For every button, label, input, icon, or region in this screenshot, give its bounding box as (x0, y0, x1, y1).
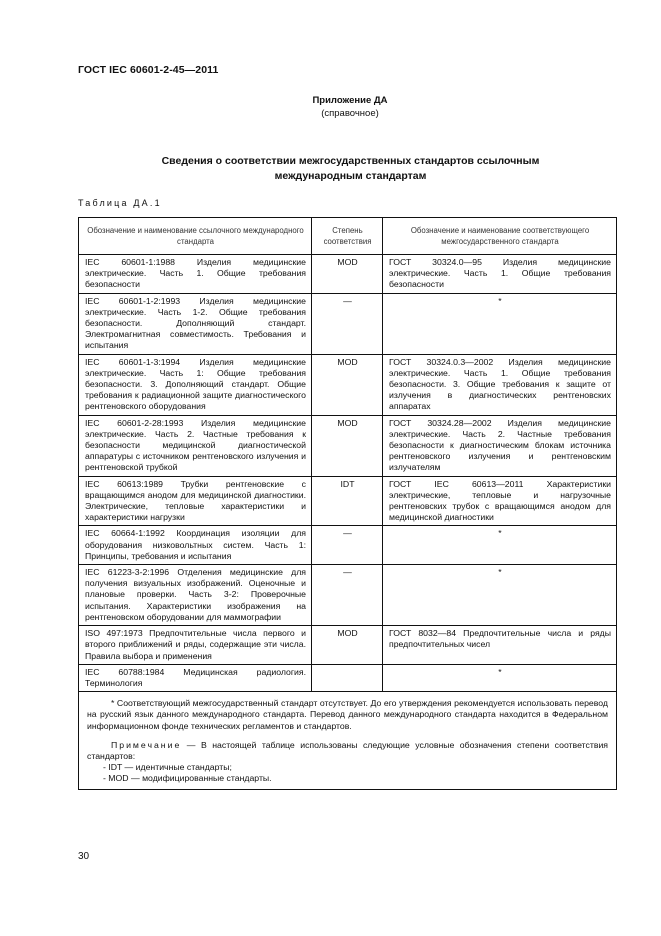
cell-degree: — (312, 293, 383, 354)
table-row (79, 626, 617, 665)
note (87, 740, 608, 762)
cell-interstate-standard: * (383, 565, 617, 626)
cell-degree: — (312, 526, 383, 565)
correspondence-table (78, 217, 617, 790)
cell-intl-standard: IEC 60601-1:1988 Изделия медицинские электрические. Часть 1. Общие требования безопасности (79, 255, 312, 294)
cell-intl-standard: IEC 60601-2-28:1993 Изделия медицинские электрические. Часть 2. Частные требования к безопасности медицинской диагностической аппаратуры с источником рентгеновского излучения и рентгеновской трубкой (79, 415, 312, 476)
cell-interstate-standard: * (383, 526, 617, 565)
cell-intl-standard: IEC 61223-3-2:1996 Отделения медицинские для получения визуальных изображений. Оценочные и плановые проверки. Часть 3-2: Проверочные испытания. Характеристики изображения на рентгеновском оборудовании для маммографии (79, 565, 312, 626)
appendix-subtitle: (справочное) (321, 108, 379, 119)
table-row (79, 293, 617, 354)
table-row (79, 476, 617, 526)
cell-intl-standard: IEC 60613:1989 Трубки рентгеновские с вращающимся анодом для медицинской диагностики. Электрические, тепловые характеристики и характеристики нагрузки (79, 476, 312, 526)
table-row (79, 664, 617, 691)
cell-intl-standard: IEC 60601-1-2:1993 Изделия медицинские электрические. Часть 1-2. Общие требования безопасности. Дополняющий стандарт. Электромагнитная совместимость. Требования и испытания (79, 293, 312, 354)
cell-degree: MOD (312, 354, 383, 415)
cell-intl-standard: IEC 60601-1-3:1994 Изделия медицинские электрические. Часть 1: Общие требования безопасности. 3. Дополняющий стандарт. Общие требования к радиационной защите диагностического рентгеновского оборудования (79, 354, 312, 415)
table-row (79, 415, 617, 476)
appendix-title: Приложение ДА (312, 95, 388, 106)
table-footer (79, 692, 617, 789)
table-header-row (79, 218, 617, 255)
note-item-idt: - IDT — идентичные стандарты; (103, 762, 232, 773)
cell-degree: IDT (312, 476, 383, 526)
cell-interstate-standard: * (383, 664, 617, 691)
section-title-line-2: международным стандартам (274, 170, 427, 182)
note-label: Примечание (111, 739, 182, 750)
header-intl-standard: Обозначение и наименование ссылочного международного стандарта (79, 218, 312, 255)
cell-degree: MOD (312, 626, 383, 665)
cell-interstate-standard: ГОСТ IEC 60613—2011 Характеристики электрические, тепловые и нагрузочные рентгеновских трубок с вращающимся анодом для медицинской диагностики (383, 476, 617, 526)
cell-degree: — (312, 565, 383, 626)
note-item-mod: - MOD — модифицированные стандарты. (103, 773, 272, 784)
cell-interstate-standard: ГОСТ 8032—84 Предпочтительные числа и ряды предпочтительных чисел (383, 626, 617, 665)
table-row (79, 255, 617, 294)
cell-interstate-standard: ГОСТ 30324.0.3—2002 Изделия медицинские электрические. Часть 1. Общие требования безопасности. 3. Общие требования к защите от излучения в диагностических рентгеновских аппаратах (383, 354, 617, 415)
section-title-line-1: Сведения о соответствии межгосударственных стандартов ссылочным (161, 155, 540, 167)
table-row (79, 526, 617, 565)
appendix-heading (250, 94, 450, 120)
cell-intl-standard: IEC 60788:1984 Медицинская радиология. Терминология (79, 664, 312, 691)
table-row (79, 565, 617, 626)
cell-interstate-standard: * (383, 293, 617, 354)
table-label: Таблица ДА.1 (78, 198, 162, 208)
header-interstate-standard: Обозначение и наименование соответствующего межгосударственного стандарта (383, 218, 617, 255)
cell-interstate-standard: ГОСТ 30324.0—95 Изделия медицинские электрические. Часть 1. Общие требования безопасности (383, 255, 617, 294)
cell-intl-standard: IEC 60664-1:1992 Координация изоляции для оборудования низковольтных систем. Часть 1: Принципы, требования и испытания (79, 526, 312, 565)
page-number: 30 (78, 851, 90, 862)
cell-degree: MOD (312, 255, 383, 294)
section-title (120, 154, 581, 184)
table-footer-row (79, 692, 617, 789)
cell-intl-standard: ISO 497:1973 Предпочтительные числа первого и второго приближений и ряды, содержащие эти числа. Правила выбора и применения (79, 626, 312, 665)
document-header: ГОСТ IEC 60601-2-45—2011 (78, 64, 219, 76)
note-text: — В настоящей таблице использованы следующие условные обозначения степени соответствия стандартов: (87, 739, 608, 761)
header-degree: Степень соответствия (312, 218, 383, 255)
cell-degree: MOD (312, 415, 383, 476)
cell-degree (312, 664, 383, 691)
cell-interstate-standard: ГОСТ 30324.28—2002 Изделия медицинские электрические. Часть 2. Частные требования безопасности к диагностическим блокам источника рентгеновского излучения и рентгеновским излучателям (383, 415, 617, 476)
table-row (79, 354, 617, 415)
footnote: * Соответствующий межгосударственный стандарт отсутствует. До его утверждения рекомендуется использовать перевод на русский язык данного международного стандарта. Перевод данного международного стандарта находится в Федеральном информационном фонде технических регламентов и стандартов. (87, 698, 608, 731)
